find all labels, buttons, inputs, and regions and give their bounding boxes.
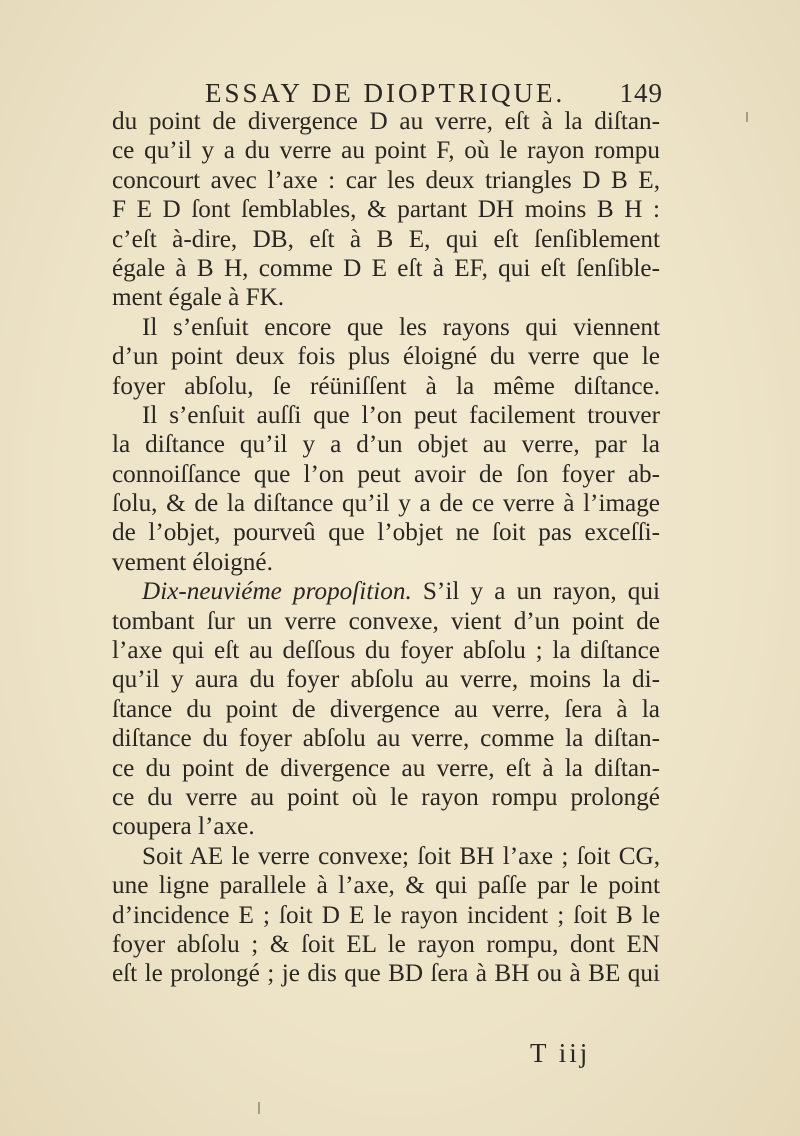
text-line: ment égale à FK.	[112, 284, 285, 312]
signature-mark: T iij	[530, 1038, 591, 1068]
running-header	[205, 78, 675, 108]
text-line: eſt le prolongé ; je dis que BD ſera à BH ou à BE qui	[112, 960, 660, 988]
text-line: foyer abſolu ; & ſoit EL le rayon rompu, dont EN	[112, 930, 660, 958]
text-line: Il s’enſuit auſſi que l’on peut facilement trouver	[142, 401, 660, 429]
ink-speck	[746, 112, 748, 122]
text-line: Il s’enſuit encore que les rayons qui viennent	[142, 313, 660, 341]
text-line: qu’il y aura du foyer abſolu au verre, moins la di-	[112, 666, 660, 694]
text-line: concourt avec l’axe : car les deux triangles D B E,	[112, 166, 660, 194]
text-line: ſolu, & de la diſtance qu’il y a de ce verre à l’image	[112, 490, 660, 518]
body-text	[112, 107, 660, 989]
text-line: Soit AE le verre convexe; ſoit BH l’axe ; ſoit CG,	[142, 842, 660, 870]
ink-speck	[258, 1102, 260, 1114]
text-line: tombant ſur un verre convexe, vient d’un point de	[112, 607, 660, 635]
text-line: diſtance du foyer abſolu au verre, comme la diſtan-	[112, 725, 660, 753]
text-line: égale à B H, comme D E eſt à EF, qui eſt ſenſible-	[112, 254, 660, 282]
text-line: ce du point de divergence au verre, eſt à la diſtan-	[112, 754, 660, 782]
text-line: coupera l’axe.	[112, 813, 255, 841]
text-line: ce qu’il y a du verre au point F, où le rayon rompu	[112, 137, 660, 165]
proposition-line	[112, 577, 660, 606]
text-line: l’axe qui eſt au deſſous du foyer abſolu ; la diſtance	[112, 637, 660, 665]
text-line: du point de divergence D au verre, eſt à la diſtan-	[112, 108, 660, 135]
text-line: ſtance du point de divergence au verre, ſera à la	[112, 695, 660, 723]
text-line: c’eſt à-dire, DB, eſt à B E, qui eſt ſenſiblement	[112, 225, 660, 253]
text-line: une ligne parallele à l’axe, & qui paſſe par le point	[112, 872, 660, 900]
text-line: vement éloigné.	[112, 548, 273, 576]
page-number: 149	[619, 78, 663, 108]
text-line: ce du verre au point où le rayon rompu prolongé	[112, 783, 660, 811]
text-line: de l’objet, pourveû que l’objet ne ſoit pas exceſſi-	[112, 519, 660, 547]
text-line: d’incidence E ; ſoit D E le rayon incident ; ſoit B le	[112, 901, 660, 929]
text-line: connoiſſance que l’on peut avoir de ſon foyer ab-	[112, 460, 660, 488]
proposition-title: Dix-neuviéme propoſition.	[142, 578, 412, 606]
text-line: F E D ſont ſemblables, & partant DH moins B H :	[112, 196, 660, 224]
text-line: foyer abſolu, ſe réüniſſent à la même diſtance.	[112, 372, 660, 400]
running-title: ESSAY DE DIOPTRIQUE.	[205, 78, 566, 108]
proposition-text: S’il y a un rayon, qui	[411, 578, 660, 606]
text-line: la diſtance qu’il y a d’un objet au verre, par la	[112, 431, 660, 459]
text-line: d’un point deux fois plus éloigné du verre que le	[112, 343, 660, 371]
